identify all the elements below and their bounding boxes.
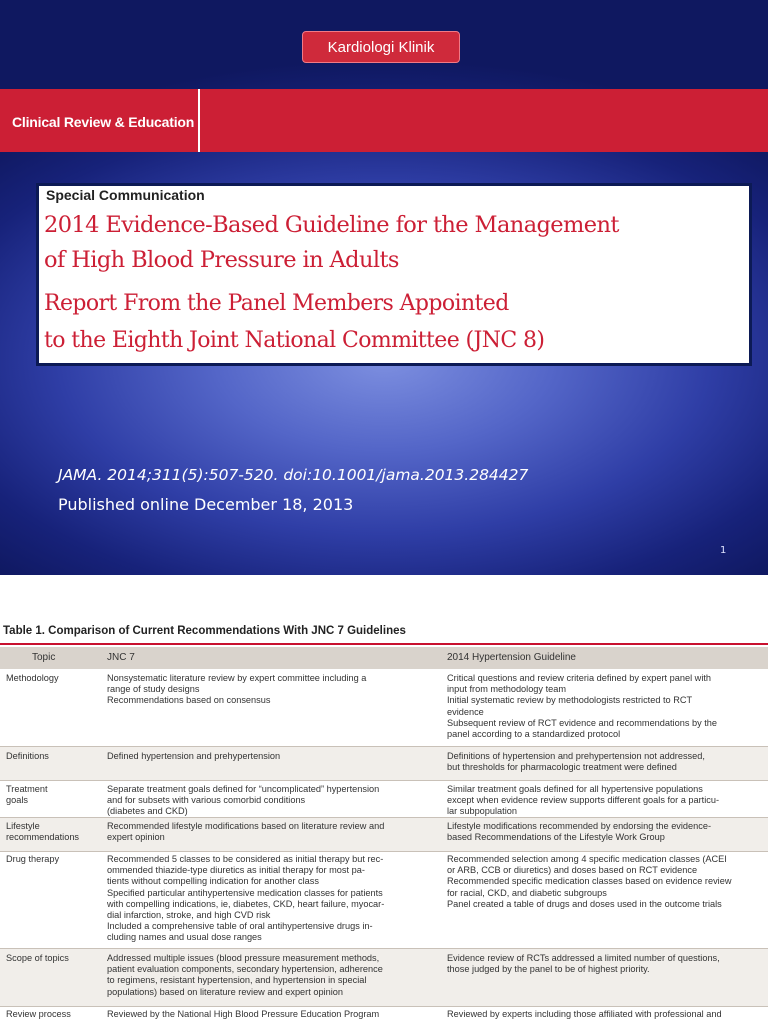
article-subtitle-line: Report From the Panel Members Appointed xyxy=(44,291,509,316)
table-title: Table 1. Comparison of Current Recommendations With JNC 7 Guidelines xyxy=(3,625,406,637)
cell-guideline: Reviewed by experts including those affiliated with professional and xyxy=(447,1009,722,1019)
slide-number: 1 xyxy=(720,545,727,556)
article-title-line: 2014 Evidence-Based Guideline for the Management xyxy=(44,212,619,238)
cell-topic: Drug therapy xyxy=(6,854,60,864)
header-jnc7: JNC 7 xyxy=(107,652,135,663)
cell-jnc7: Nonsystematic literature review by expert committee including a range of study designs Recommendations based on consensus xyxy=(107,673,367,706)
citation-text: JAMA. 2014;311(5):507-520. doi:10.1001/jama.2013.284427 xyxy=(58,466,529,484)
table-header-row xyxy=(0,647,768,669)
article-title-box xyxy=(36,183,752,366)
cell-jnc7: Addressed multiple issues (blood pressure measurement methods, patient evaluation components, secondary hypertension, adherence to regimens, resistant hypertension, and hypertension in special populations) based on literature review and expert opinion xyxy=(107,953,383,997)
journal-section-band xyxy=(0,89,768,152)
table-row xyxy=(0,670,768,750)
cell-guideline: Definitions of hypertension and prehypertension not addressed, but thresholds for pharmacologic treatment were defined xyxy=(447,751,705,773)
cell-topic: Definitions xyxy=(6,751,49,761)
cell-topic: Scope of topics xyxy=(6,953,69,963)
table-row xyxy=(0,1007,768,1024)
band-divider xyxy=(198,89,200,152)
cell-guideline: Evidence review of RCTs addressed a limited number of questions, those judged by the panel to be of highest priority. xyxy=(447,953,720,975)
article-subtitle-line: to the Eighth Joint National Committee (JNC 8) xyxy=(44,328,545,353)
section-label: Clinical Review & Education xyxy=(12,114,195,130)
cell-jnc7: Reviewed by the National High Blood Pressure Education Program xyxy=(107,1009,380,1019)
cell-topic: Methodology xyxy=(6,673,59,683)
header-topic: Topic xyxy=(32,652,56,663)
cell-guideline: Lifestyle modifications recommended by endorsing the evidence- based Recommendations of the Lifestyle Work Group xyxy=(447,821,712,843)
cell-guideline: Similar treatment goals defined for all hypertensive populations except when evidence review supports different goals for a particu- lar subpopulation xyxy=(447,784,720,817)
cell-topic: Lifestyle recommendations xyxy=(6,821,80,843)
table-title-rule xyxy=(0,643,768,645)
cell-jnc7: Separate treatment goals defined for “uncomplicated” hypertension and for subsets with various comorbid conditions (diabetes and CKD) xyxy=(107,784,380,817)
cell-topic: Treatment goals xyxy=(6,784,48,806)
header-2014-guideline: 2014 Hypertension Guideline xyxy=(447,652,576,663)
cell-jnc7: Recommended lifestyle modifications based on literature review and expert opinion xyxy=(107,821,385,843)
published-date: Published online December 18, 2013 xyxy=(58,495,354,514)
table-row xyxy=(0,818,768,851)
article-title-line: of High Blood Pressure in Adults xyxy=(44,247,399,273)
cell-guideline: Critical questions and review criteria defined by expert panel with input from methodology team Initial systematic review by methodologists restricted to RCT evidence Subsequent review of RCT evidence and recommendations by the panel according to a standardized protocol xyxy=(447,673,717,740)
cell-guideline: Recommended selection among 4 specific medication classes (ACEI or ARB, CCB or diuretics) and doses based on RCT evidence Recommended specific medication classes based on evidence review for racial, CKD, and diabetic subgroups Panel created a table of drugs and doses used in the outcome trials xyxy=(447,854,732,909)
cell-jnc7: Recommended 5 classes to be considered as initial therapy but rec- ommended thiazide-type diuretics as initial therapy for most pa- tients without compelling indication for another class Specified particular antihypertensive medication classes for patients with compelling indications, ie, diabetes, CKD, heart failure, myocar- dial infarction, stroke, and high CVD risk Included a comprehensive table of oral antihypertensive drugs in- cluding names and usual dose ranges xyxy=(107,854,385,943)
table-row xyxy=(0,852,768,952)
article-kicker: Special Communication xyxy=(46,187,205,203)
table-row xyxy=(0,747,768,780)
cell-jnc7: Defined hypertension and prehypertension xyxy=(107,751,281,761)
slide-separator xyxy=(0,575,768,615)
article-title xyxy=(44,208,619,278)
kardiologi-klinik-button[interactable]: Kardiologi Klinik xyxy=(302,31,460,63)
comparison-table xyxy=(0,615,768,1024)
cell-topic: Review process xyxy=(6,1009,71,1019)
table-row xyxy=(0,781,768,817)
table-row xyxy=(0,949,768,1006)
article-subtitle xyxy=(44,285,544,359)
